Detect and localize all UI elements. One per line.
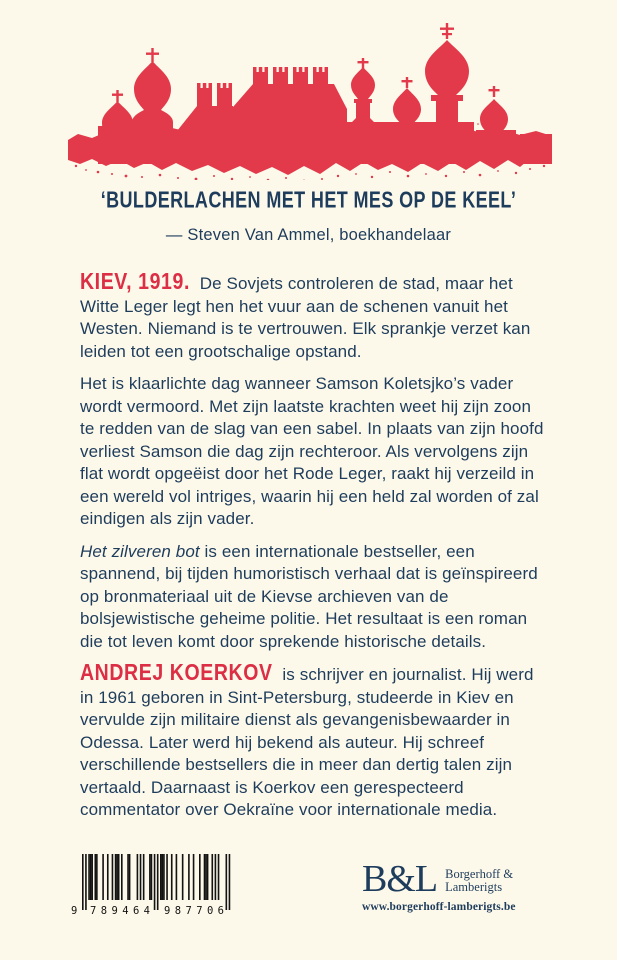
publisher-logo bbox=[362, 858, 516, 913]
body-text: De Sovjets controleren de stad, maar het Witte Leger legt hen het vuur aan de schenen vanuit het Westen. Niemand is te vertrouwen. Elk sprankje verzet kan leiden tot een grootschalige opstand. bbox=[80, 274, 531, 361]
barcode-digit-left: 9 bbox=[71, 905, 78, 916]
review-quote-attribution: — Steven Van Ammel, boekhandelaar bbox=[165, 226, 452, 244]
synopsis bbox=[80, 268, 545, 832]
review-quote bbox=[0, 186, 617, 213]
paragraph bbox=[80, 268, 545, 363]
body-text: is een internationale bestseller, een spannend, bij tijden humoristisch verhaal dat is geïnspireerd op bronmateriaal uit de Kievse archieven van de bolsjewistische geheime politie. Het resultaat is een roman die tot leven komt door sprekende historische details. bbox=[80, 541, 538, 651]
book-title: Het zilveren bot bbox=[80, 541, 200, 561]
body-text: is schrijver en journalist. Hij werd in 1961 geboren in Sint-Petersburg, studeerde in Kiev en vervulde zijn militaire dienst als gevangenisbewaarder in Odessa. Later werd hij bekend als auteur. Hij schreef verschillende bestsellers die in meer dan dertig talen zijn vertaald. Daarnaast is Koerkov een gerespecteerd commentator over Oekraïne voor internationale media. bbox=[80, 665, 534, 819]
isbn-barcode bbox=[68, 854, 232, 916]
kyiv-skyline-illustration bbox=[68, 14, 552, 180]
publisher-monogram: B&L bbox=[362, 858, 438, 900]
barcode-digits-group2: 987706 bbox=[164, 905, 224, 916]
publisher-name-line1: Borgerhoff & bbox=[445, 867, 514, 881]
body-text: Het is klaarlichte dag wanneer Samson Koletsjko’s vader wordt vermoord. Met zijn laatste krachten weet hij zijn zoon te redden van de slag van een sabel. In plaats van zijn hoofd verliest Samson die dag zijn rechteroor. Als vervolgens zijn flat wordt opgeëist door het Rode Leger, raakt hij verzeild in een wereld vol intriges, waarin hij een held zal worden of zal eindigen als zijn vader. bbox=[80, 374, 544, 528]
paragraph bbox=[80, 659, 545, 822]
lead-caps: ANDREJ KOERKOV bbox=[80, 659, 273, 686]
publisher-name-line2: Lamberigts bbox=[445, 880, 503, 894]
barcode-digits-group1: 789464 bbox=[90, 905, 150, 916]
publisher-website: www.borgerhoff-lamberigts.be bbox=[362, 901, 516, 913]
lead-caps: KIEV, 1919. bbox=[80, 268, 190, 295]
publisher-name bbox=[445, 868, 513, 894]
review-quote-text: ‘BULDERLACHEN MET HET MES OP DE KEEL’ bbox=[100, 186, 517, 213]
paragraph bbox=[80, 541, 545, 654]
paragraph bbox=[80, 373, 545, 531]
